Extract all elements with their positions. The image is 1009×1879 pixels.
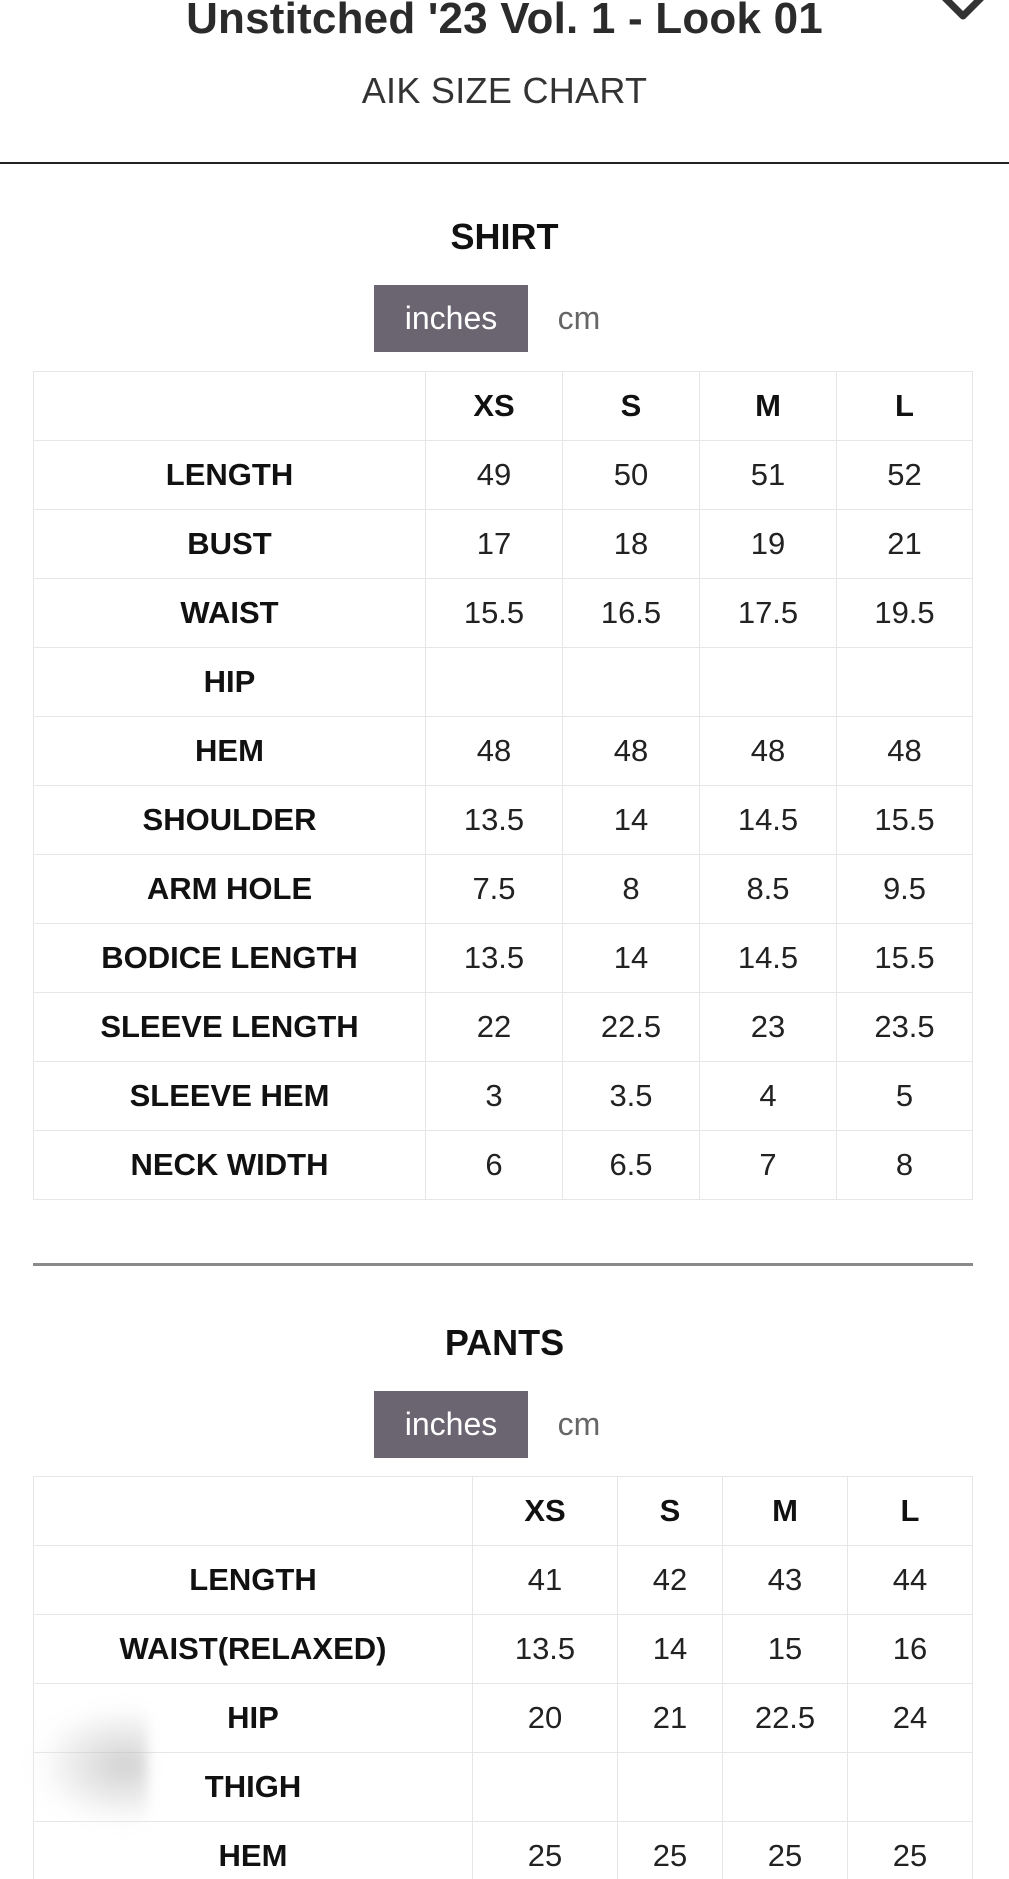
size-column-header: XS <box>426 372 563 441</box>
measurement-value: 13.5 <box>426 786 563 855</box>
measurement-value: 6.5 <box>563 1131 700 1200</box>
measurement-value: 42 <box>618 1546 723 1615</box>
measurement-value: 15 <box>723 1615 848 1684</box>
measurement-label: ARM HOLE <box>34 855 426 924</box>
measurement-value: 4 <box>700 1062 837 1131</box>
table-row <box>34 786 973 855</box>
measurement-value: 7.5 <box>426 855 563 924</box>
measurement-value: 14.5 <box>700 924 837 993</box>
measurement-value: 18 <box>563 510 700 579</box>
header <box>0 0 1009 164</box>
measurement-value: 48 <box>426 717 563 786</box>
header-empty-cell <box>34 1477 473 1546</box>
measurement-value: 16.5 <box>563 579 700 648</box>
table-row <box>34 1684 973 1753</box>
shirt-cm-button[interactable]: cm <box>557 300 601 336</box>
measurement-value: 15.5 <box>426 579 563 648</box>
measurement-value <box>837 648 973 717</box>
table-row <box>34 648 973 717</box>
size-column-header: M <box>700 372 837 441</box>
measurement-value <box>473 1753 618 1822</box>
measurement-value: 41 <box>473 1546 618 1615</box>
measurement-label: NECK WIDTH <box>34 1131 426 1200</box>
measurement-value <box>848 1753 973 1822</box>
table-row <box>34 1753 973 1822</box>
measurement-value: 8 <box>563 855 700 924</box>
measurement-label: SLEEVE LENGTH <box>34 993 426 1062</box>
measurement-value: 25 <box>848 1822 973 1879</box>
measurement-value: 24 <box>848 1684 973 1753</box>
measurement-value: 21 <box>618 1684 723 1753</box>
measurement-value <box>700 648 837 717</box>
measurement-value: 22.5 <box>723 1684 848 1753</box>
shirt-unit-toggle <box>374 285 630 352</box>
table-row <box>34 1062 973 1131</box>
measurement-value: 5 <box>837 1062 973 1131</box>
measurement-value: 6 <box>426 1131 563 1200</box>
pants-inches-button[interactable]: inches <box>374 1391 528 1458</box>
table-row <box>34 510 973 579</box>
measurement-value: 13.5 <box>473 1615 618 1684</box>
page-title: Unstitched '23 Vol. 1 - Look 01 <box>186 0 823 43</box>
measurement-value: 25 <box>618 1822 723 1879</box>
measurement-value: 14.5 <box>700 786 837 855</box>
measurement-label: BODICE LENGTH <box>34 924 426 993</box>
measurement-label: LENGTH <box>34 441 426 510</box>
measurement-label: SHOULDER <box>34 786 426 855</box>
close-button[interactable] <box>939 0 987 30</box>
table-row <box>34 579 973 648</box>
table-row <box>34 855 973 924</box>
measurement-value: 51 <box>700 441 837 510</box>
section-divider <box>33 1263 973 1266</box>
table-row <box>34 1131 973 1200</box>
measurement-value: 48 <box>700 717 837 786</box>
table-row <box>34 993 973 1062</box>
table-row <box>34 717 973 786</box>
measurement-value: 15.5 <box>837 786 973 855</box>
measurement-value: 21 <box>837 510 973 579</box>
measurement-value: 23 <box>700 993 837 1062</box>
measurement-value <box>563 648 700 717</box>
measurement-value <box>723 1753 848 1822</box>
table-row <box>34 924 973 993</box>
measurement-value: 22 <box>426 993 563 1062</box>
measurement-value: 50 <box>563 441 700 510</box>
measurement-label: HIP <box>34 1684 473 1753</box>
size-column-header: XS <box>473 1477 618 1546</box>
measurement-value: 8 <box>837 1131 973 1200</box>
measurement-value: 14 <box>563 924 700 993</box>
measurement-value: 19 <box>700 510 837 579</box>
measurement-value: 23.5 <box>837 993 973 1062</box>
size-column-header: L <box>848 1477 973 1546</box>
measurement-value: 7 <box>700 1131 837 1200</box>
pants-cm-button[interactable]: cm <box>557 1406 601 1442</box>
page-subtitle: AIK SIZE CHART <box>361 70 648 111</box>
size-column-header: M <box>723 1477 848 1546</box>
measurement-value: 52 <box>837 441 973 510</box>
table-row <box>34 1822 973 1879</box>
shirt-inches-button[interactable]: inches <box>374 285 528 352</box>
measurement-value: 17.5 <box>700 579 837 648</box>
shirt-section-title: SHIRT <box>450 216 559 257</box>
measurement-value: 20 <box>473 1684 618 1753</box>
table-row <box>34 1546 973 1615</box>
pants-size-table <box>33 1476 973 1879</box>
measurement-value: 14 <box>563 786 700 855</box>
measurement-value: 44 <box>848 1546 973 1615</box>
table-row <box>34 441 973 510</box>
measurement-label: THIGH <box>34 1753 473 1822</box>
measurement-label: WAIST <box>34 579 426 648</box>
pants-unit-toggle <box>374 1391 630 1458</box>
measurement-label: LENGTH <box>34 1546 473 1615</box>
measurement-value: 8.5 <box>700 855 837 924</box>
size-column-header: L <box>837 372 973 441</box>
shirt-size-table <box>33 371 973 1200</box>
measurement-value: 9.5 <box>837 855 973 924</box>
shirt-header-row <box>34 372 973 441</box>
measurement-value <box>426 648 563 717</box>
measurement-value: 49 <box>426 441 563 510</box>
measurement-value: 3.5 <box>563 1062 700 1131</box>
measurement-label: BUST <box>34 510 426 579</box>
measurement-label: HIP <box>34 648 426 717</box>
size-column-header: S <box>563 372 700 441</box>
table-row <box>34 1615 973 1684</box>
size-column-header: S <box>618 1477 723 1546</box>
measurement-value: 48 <box>837 717 973 786</box>
measurement-value: 16 <box>848 1615 973 1684</box>
measurement-value: 14 <box>618 1615 723 1684</box>
measurement-value: 3 <box>426 1062 563 1131</box>
measurement-label: WAIST(RELAXED) <box>34 1615 473 1684</box>
measurement-value: 43 <box>723 1546 848 1615</box>
measurement-value: 13.5 <box>426 924 563 993</box>
measurement-label: HEM <box>34 717 426 786</box>
measurement-value: 25 <box>723 1822 848 1879</box>
measurement-value <box>618 1753 723 1822</box>
pants-header-row <box>34 1477 973 1546</box>
measurement-value: 48 <box>563 717 700 786</box>
close-icon <box>939 0 987 30</box>
measurement-label: SLEEVE HEM <box>34 1062 426 1131</box>
measurement-value: 17 <box>426 510 563 579</box>
header-empty-cell <box>34 372 426 441</box>
measurement-value: 25 <box>473 1822 618 1879</box>
measurement-value: 15.5 <box>837 924 973 993</box>
measurement-label: HEM <box>34 1822 473 1879</box>
measurement-value: 19.5 <box>837 579 973 648</box>
measurement-value: 22.5 <box>563 993 700 1062</box>
pants-section-title: PANTS <box>444 1322 565 1363</box>
